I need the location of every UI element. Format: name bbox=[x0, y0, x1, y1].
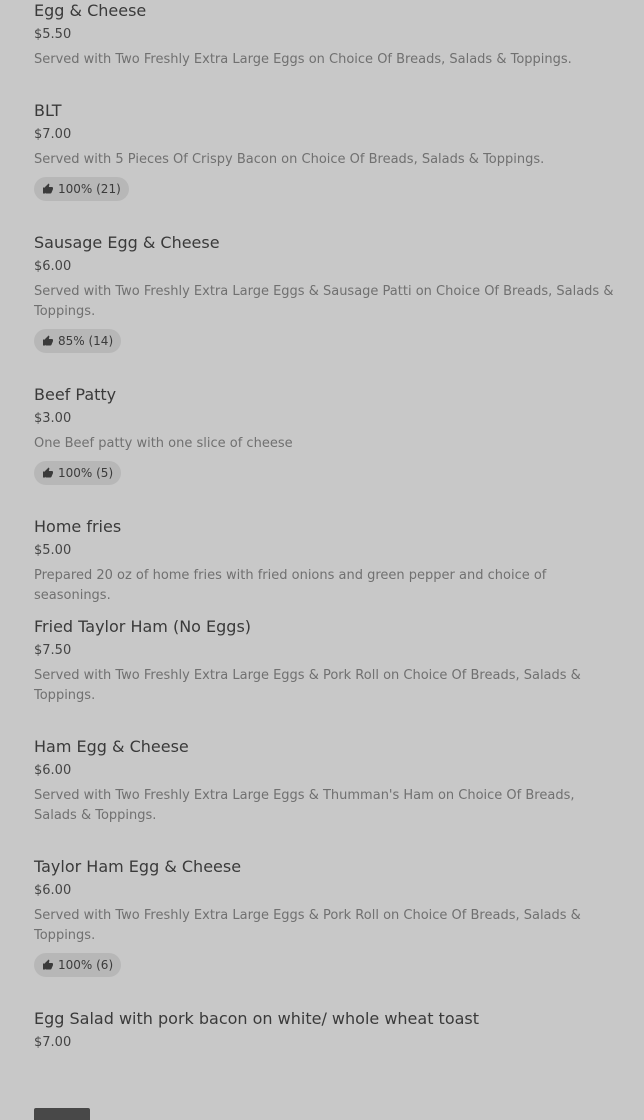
rating-badge bbox=[34, 461, 121, 485]
item-description: Prepared 20 oz of home fries with fried onions and green pepper and choice of seasonings. bbox=[34, 568, 547, 603]
item-price: $6.00 bbox=[34, 763, 72, 778]
rating-text: 85% (14) bbox=[58, 334, 114, 348]
item-name: Fried Taylor Ham (No Eggs) bbox=[34, 617, 252, 636]
menu-item-beef-patty[interactable] bbox=[34, 384, 620, 494]
menu-item-taylor-ham-egg-cheese[interactable] bbox=[34, 856, 620, 986]
item-description: Served with Two Freshly Extra Large Eggs & Pork Roll on Choice Of Breads, Salads & Toppings. bbox=[34, 908, 581, 943]
menu-item-fried-taylor-ham[interactable] bbox=[34, 616, 620, 726]
item-price: $3.00 bbox=[34, 411, 72, 426]
thumbs-up-icon bbox=[42, 183, 54, 195]
thumbs-up-icon bbox=[42, 335, 54, 347]
item-price: $5.00 bbox=[34, 543, 72, 558]
item-name: Beef Patty bbox=[34, 385, 117, 404]
rating-badge bbox=[34, 177, 129, 201]
menu-item-egg-salad-pork-bacon[interactable] bbox=[34, 1008, 620, 1078]
item-description: Served with Two Freshly Extra Large Eggs & Pork Roll on Choice Of Breads, Salads & Toppings. bbox=[34, 668, 581, 703]
thumbs-up-icon bbox=[42, 467, 54, 479]
item-price: $6.00 bbox=[34, 883, 72, 898]
next-section-heading-cutoff bbox=[34, 1108, 90, 1120]
menu-item-blt[interactable] bbox=[34, 100, 620, 210]
item-description: Served with Two Freshly Extra Large Eggs & Sausage Patti on Choice Of Breads, Salads & Toppings. bbox=[34, 284, 614, 319]
item-name: Egg & Cheese bbox=[34, 1, 147, 20]
menu-item-ham-egg-cheese[interactable] bbox=[34, 736, 620, 846]
item-description: Served with 5 Pieces Of Crispy Bacon on Choice Of Breads, Salads & Toppings. bbox=[34, 152, 545, 167]
item-price: $7.50 bbox=[34, 643, 72, 658]
item-price: $6.00 bbox=[34, 259, 72, 274]
item-name: Home fries bbox=[34, 517, 122, 536]
item-name: BLT bbox=[34, 101, 62, 120]
item-price: $5.50 bbox=[34, 27, 72, 42]
rating-text: 100% (21) bbox=[58, 182, 121, 196]
menu-item-egg-cheese[interactable] bbox=[34, 0, 620, 90]
menu-item-home-fries[interactable] bbox=[34, 516, 620, 606]
item-description: One Beef patty with one slice of cheese bbox=[34, 436, 293, 451]
rating-badge bbox=[34, 953, 121, 977]
item-name: Ham Egg & Cheese bbox=[34, 737, 189, 756]
thumbs-up-icon bbox=[42, 959, 54, 971]
item-description: Served with Two Freshly Extra Large Eggs on Choice Of Breads, Salads & Toppings. bbox=[34, 52, 572, 67]
rating-badge bbox=[34, 329, 121, 353]
menu-item-sausage-egg-cheese[interactable] bbox=[34, 232, 620, 362]
rating-text: 100% (5) bbox=[58, 466, 114, 480]
item-price: $7.00 bbox=[34, 127, 72, 142]
item-description: Served with Two Freshly Extra Large Eggs & Thumman's Ham on Choice Of Breads, Salads & Toppings. bbox=[34, 788, 575, 823]
rating-text: 100% (6) bbox=[58, 958, 114, 972]
item-name: Sausage Egg & Cheese bbox=[34, 233, 220, 252]
item-name: Egg Salad with pork bacon on white/ whole wheat toast bbox=[34, 1009, 480, 1028]
item-name: Taylor Ham Egg & Cheese bbox=[34, 857, 242, 876]
item-price: $7.00 bbox=[34, 1035, 72, 1050]
